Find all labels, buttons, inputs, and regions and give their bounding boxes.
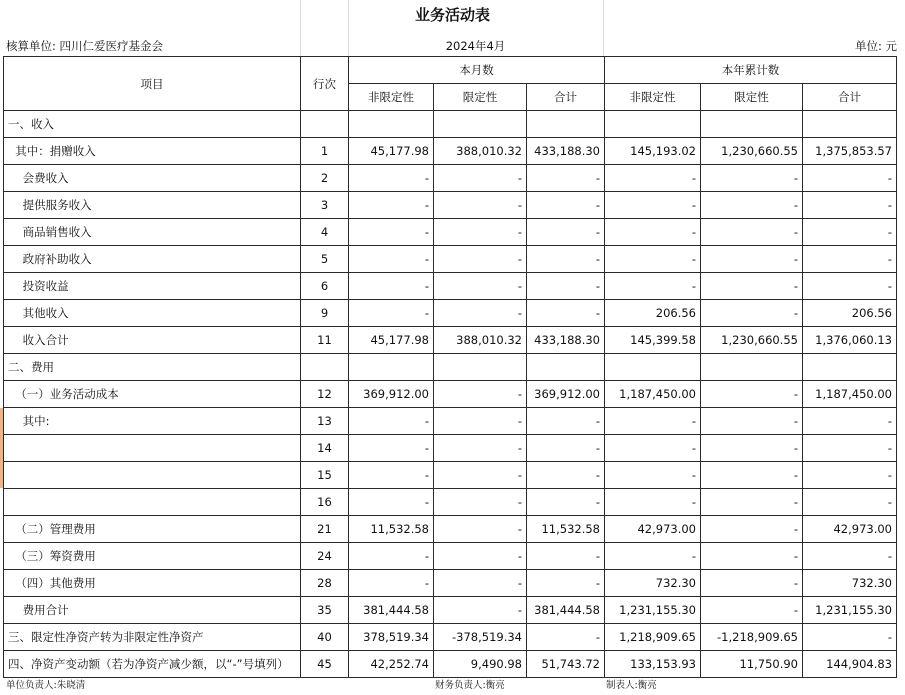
row-line-number: 15 — [301, 462, 349, 489]
cell-year-unrestricted: 145,193.02 — [605, 138, 701, 165]
table-row — [4, 300, 897, 327]
currency-unit: 单位: 元 — [854, 39, 897, 53]
header-month-total: 合计 — [527, 84, 605, 111]
cell-month-unrestricted: - — [349, 543, 434, 570]
cell-month-unrestricted: - — [349, 489, 434, 516]
cell-month-unrestricted: - — [349, 165, 434, 192]
cell-month-total: - — [527, 219, 605, 246]
header-month-group: 本月数 — [349, 57, 605, 84]
cell-month-unrestricted: - — [349, 570, 434, 597]
cell-year-total: - — [803, 489, 897, 516]
table-row — [4, 624, 897, 651]
cell-month-unrestricted — [349, 354, 434, 381]
cell-year-total: - — [803, 408, 897, 435]
row-highlight-marker — [0, 408, 3, 488]
table-row — [4, 516, 897, 543]
cell-year-unrestricted: 1,187,450.00 — [605, 381, 701, 408]
cell-year-restricted: - — [701, 165, 803, 192]
row-line-number: 45 — [301, 651, 349, 678]
row-item: （三）筹资费用 — [4, 543, 301, 570]
cell-month-total: 433,188.30 — [527, 327, 605, 354]
cell-year-restricted: - — [701, 516, 803, 543]
row-line-number: 28 — [301, 570, 349, 597]
cell-month-restricted: - — [434, 435, 527, 462]
row-line-number: 13 — [301, 408, 349, 435]
cell-month-total: - — [527, 300, 605, 327]
cell-month-total: - — [527, 435, 605, 462]
row-line-number — [301, 354, 349, 381]
row-item: 投资收益 — [4, 273, 301, 300]
cell-year-restricted: - — [701, 543, 803, 570]
cell-year-unrestricted: 42,973.00 — [605, 516, 701, 543]
cell-month-total: - — [527, 165, 605, 192]
cell-year-restricted: -1,218,909.65 — [701, 624, 803, 651]
cell-year-total: - — [803, 165, 897, 192]
header-year-restricted: 限定性 — [701, 84, 803, 111]
row-line-number: 16 — [301, 489, 349, 516]
report-title: 业务活动表 — [414, 6, 490, 24]
cell-year-total — [803, 111, 897, 138]
table-row — [4, 138, 897, 165]
cell-month-unrestricted: - — [349, 246, 434, 273]
cell-year-total: 1,231,155.30 — [803, 597, 897, 624]
cell-year-unrestricted: 1,218,909.65 — [605, 624, 701, 651]
row-item: 其中：捐赠收入 — [4, 138, 301, 165]
cell-year-unrestricted: - — [605, 462, 701, 489]
row-line-number: 1 — [301, 138, 349, 165]
row-line-number: 21 — [301, 516, 349, 543]
row-item: 其他收入 — [4, 300, 301, 327]
cell-year-unrestricted: - — [605, 543, 701, 570]
cell-month-restricted: - — [434, 489, 527, 516]
cell-year-unrestricted — [605, 111, 701, 138]
row-line-number: 12 — [301, 381, 349, 408]
row-line-number: 24 — [301, 543, 349, 570]
row-item: 收入合计 — [4, 327, 301, 354]
table-row — [4, 570, 897, 597]
cell-year-total: 732.30 — [803, 570, 897, 597]
footer-finance-head: 财务负责人:衡亮 — [435, 680, 505, 691]
cell-month-unrestricted: 378,519.34 — [349, 624, 434, 651]
row-item: （四）其他费用 — [4, 570, 301, 597]
cell-month-unrestricted: 45,177.98 — [349, 327, 434, 354]
cell-month-unrestricted: 42,252.74 — [349, 651, 434, 678]
table-row — [4, 381, 897, 408]
cell-year-unrestricted: 133,153.93 — [605, 651, 701, 678]
cell-month-restricted: - — [434, 192, 527, 219]
cell-month-total: - — [527, 624, 605, 651]
cell-month-unrestricted: - — [349, 462, 434, 489]
cell-month-unrestricted: - — [349, 219, 434, 246]
cell-year-total: - — [803, 462, 897, 489]
cell-month-restricted: 388,010.32 — [434, 327, 527, 354]
table-row — [4, 597, 897, 624]
cell-year-restricted: - — [701, 570, 803, 597]
row-line-number: 9 — [301, 300, 349, 327]
cell-year-unrestricted: - — [605, 192, 701, 219]
row-item: 一、收入 — [4, 111, 301, 138]
cell-year-unrestricted: 732.30 — [605, 570, 701, 597]
footer-unit-head: 单位负责人:朱晓清 — [6, 680, 86, 691]
table-row — [4, 489, 897, 516]
cell-month-total: - — [527, 408, 605, 435]
cell-year-total — [803, 354, 897, 381]
accounting-unit: 核算单位: 四川仁爱医疗基金会 — [6, 39, 164, 53]
cell-year-restricted: - — [701, 192, 803, 219]
row-item: 政府补助收入 — [4, 246, 301, 273]
cell-year-unrestricted: - — [605, 408, 701, 435]
header-line: 行次 — [301, 57, 349, 111]
cell-month-restricted: - — [434, 273, 527, 300]
header-month-restricted: 限定性 — [434, 84, 527, 111]
cell-year-total: - — [803, 435, 897, 462]
row-item: 费用合计 — [4, 597, 301, 624]
cell-year-unrestricted: - — [605, 435, 701, 462]
cell-year-restricted: 1,230,660.55 — [701, 327, 803, 354]
cell-year-restricted — [701, 111, 803, 138]
cell-year-unrestricted: - — [605, 489, 701, 516]
cell-year-total: - — [803, 219, 897, 246]
cell-month-total: - — [527, 543, 605, 570]
cell-year-unrestricted: 145,399.58 — [605, 327, 701, 354]
row-line-number: 4 — [301, 219, 349, 246]
cell-month-restricted: - — [434, 219, 527, 246]
row-item: 四、净资产变动额（若为净资产减少额，以“-”号填列） — [4, 651, 301, 678]
cell-month-restricted: - — [434, 516, 527, 543]
table-row — [4, 327, 897, 354]
header-year-group: 本年累计数 — [605, 57, 897, 84]
cell-month-total: 11,532.58 — [527, 516, 605, 543]
table-row — [4, 435, 897, 462]
cell-month-unrestricted: 45,177.98 — [349, 138, 434, 165]
cell-year-restricted: - — [701, 219, 803, 246]
cell-month-unrestricted: 369,912.00 — [349, 381, 434, 408]
header-item: 项目 — [4, 57, 301, 111]
cell-year-total: - — [803, 624, 897, 651]
cell-month-total: 381,444.58 — [527, 597, 605, 624]
header-year-unrestricted: 非限定性 — [605, 84, 701, 111]
cell-month-total: - — [527, 192, 605, 219]
cell-month-total — [527, 111, 605, 138]
table-row — [4, 111, 897, 138]
cell-month-unrestricted: 381,444.58 — [349, 597, 434, 624]
cell-month-unrestricted: - — [349, 435, 434, 462]
cell-year-restricted: 11,750.90 — [701, 651, 803, 678]
activity-table — [3, 56, 897, 678]
cell-month-total: 51,743.72 — [527, 651, 605, 678]
cell-year-unrestricted: - — [605, 165, 701, 192]
row-item: 其中: — [4, 408, 301, 435]
table-row — [4, 246, 897, 273]
cell-year-restricted: - — [701, 300, 803, 327]
cell-month-unrestricted: 11,532.58 — [349, 516, 434, 543]
cell-month-restricted: - — [434, 381, 527, 408]
cell-year-unrestricted: 206.56 — [605, 300, 701, 327]
row-line-number: 6 — [301, 273, 349, 300]
row-line-number: 35 — [301, 597, 349, 624]
cell-year-unrestricted: - — [605, 273, 701, 300]
row-line-number: 2 — [301, 165, 349, 192]
cell-month-restricted — [434, 111, 527, 138]
row-line-number: 40 — [301, 624, 349, 651]
cell-month-restricted — [434, 354, 527, 381]
row-line-number: 14 — [301, 435, 349, 462]
header-row-1 — [4, 57, 897, 84]
cell-year-restricted: - — [701, 408, 803, 435]
row-item: 会费收入 — [4, 165, 301, 192]
cell-year-total: 42,973.00 — [803, 516, 897, 543]
cell-year-restricted — [701, 354, 803, 381]
cell-year-restricted: - — [701, 273, 803, 300]
cell-month-restricted: - — [434, 543, 527, 570]
header-month-unrestricted: 非限定性 — [349, 84, 434, 111]
cell-month-restricted: - — [434, 408, 527, 435]
cell-year-restricted: - — [701, 462, 803, 489]
row-item: 提供服务收入 — [4, 192, 301, 219]
cell-year-unrestricted: 1,231,155.30 — [605, 597, 701, 624]
cell-month-unrestricted: - — [349, 192, 434, 219]
row-line-number: 5 — [301, 246, 349, 273]
cell-year-total: 1,375,853.57 — [803, 138, 897, 165]
cell-month-restricted: 388,010.32 — [434, 138, 527, 165]
cell-year-unrestricted — [605, 354, 701, 381]
cell-month-unrestricted: - — [349, 408, 434, 435]
cell-year-restricted: - — [701, 597, 803, 624]
cell-year-restricted: - — [701, 246, 803, 273]
cell-month-restricted: - — [434, 300, 527, 327]
row-item — [4, 462, 301, 489]
table-row — [4, 462, 897, 489]
row-item: 二、费用 — [4, 354, 301, 381]
report-period: 2024年4月 — [445, 39, 506, 53]
cell-year-unrestricted: - — [605, 246, 701, 273]
cell-year-total: - — [803, 273, 897, 300]
cell-month-restricted: - — [434, 597, 527, 624]
row-line-number: 11 — [301, 327, 349, 354]
cell-month-unrestricted — [349, 111, 434, 138]
row-item: （一）业务活动成本 — [4, 381, 301, 408]
cell-month-restricted: 9,490.98 — [434, 651, 527, 678]
cell-year-restricted: 1,230,660.55 — [701, 138, 803, 165]
cell-month-total: - — [527, 462, 605, 489]
table-row — [4, 165, 897, 192]
cell-year-total: - — [803, 543, 897, 570]
cell-year-total: 1,187,450.00 — [803, 381, 897, 408]
cell-year-total: 144,904.83 — [803, 651, 897, 678]
row-item: （二）管理费用 — [4, 516, 301, 543]
cell-month-total: - — [527, 273, 605, 300]
table-row — [4, 273, 897, 300]
cell-month-restricted: - — [434, 246, 527, 273]
table-row — [4, 543, 897, 570]
table-row — [4, 651, 897, 678]
cell-year-total: - — [803, 246, 897, 273]
footer-preparer: 制表人:衡亮 — [606, 680, 657, 691]
header-year-total: 合计 — [803, 84, 897, 111]
cell-month-total: - — [527, 246, 605, 273]
cell-year-total: 1,376,060.13 — [803, 327, 897, 354]
cell-month-unrestricted: - — [349, 300, 434, 327]
cell-month-total: 369,912.00 — [527, 381, 605, 408]
cell-month-total: 433,188.30 — [527, 138, 605, 165]
cell-year-unrestricted: - — [605, 219, 701, 246]
cell-month-restricted: - — [434, 462, 527, 489]
table-row — [4, 408, 897, 435]
cell-month-total — [527, 354, 605, 381]
cell-year-restricted: - — [701, 435, 803, 462]
cell-year-total: 206.56 — [803, 300, 897, 327]
cell-month-unrestricted: - — [349, 273, 434, 300]
table-row — [4, 354, 897, 381]
row-line-number — [301, 111, 349, 138]
cell-year-total: - — [803, 192, 897, 219]
row-item: 商品销售收入 — [4, 219, 301, 246]
cell-month-restricted: -378,519.34 — [434, 624, 527, 651]
row-line-number: 3 — [301, 192, 349, 219]
cell-year-restricted: - — [701, 489, 803, 516]
cell-month-restricted: - — [434, 165, 527, 192]
table-row — [4, 219, 897, 246]
row-item — [4, 435, 301, 462]
cell-year-restricted: - — [701, 381, 803, 408]
cell-month-total: - — [527, 570, 605, 597]
cell-month-total: - — [527, 489, 605, 516]
row-item — [4, 489, 301, 516]
cell-month-restricted: - — [434, 570, 527, 597]
row-item: 三、限定性净资产转为非限定性净资产 — [4, 624, 301, 651]
table-row — [4, 192, 897, 219]
